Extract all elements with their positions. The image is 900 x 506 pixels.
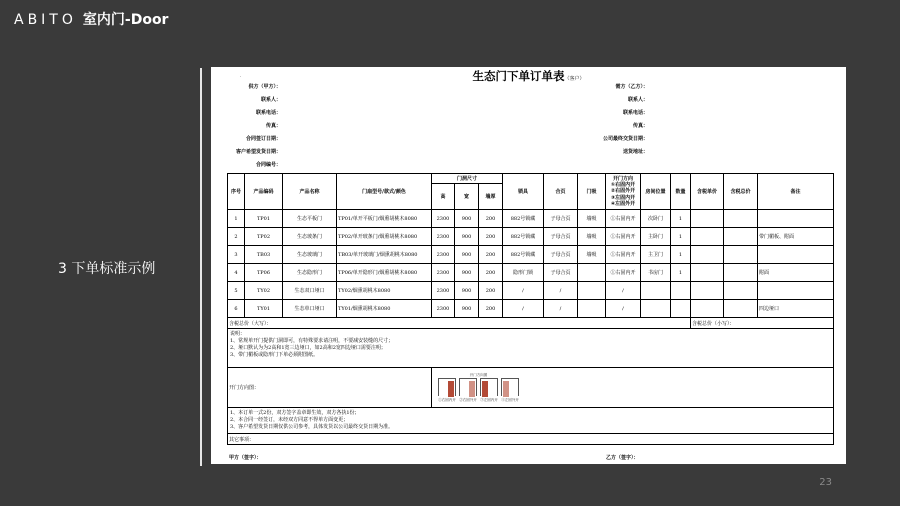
cell-height: 2300 [432, 264, 455, 282]
cell-direction: / [606, 282, 641, 300]
cell-total [724, 300, 758, 318]
cell-model: TY01/烟熏胡桃木8080 [337, 300, 432, 318]
cell-position: 主卧门 [641, 228, 671, 246]
cell-lock: 882号锁藏 [503, 246, 544, 264]
cell-name: 生态隐形门 [283, 264, 337, 282]
table-row [228, 228, 834, 246]
table-row [228, 246, 834, 264]
cell-model: TP02/单开玻条门/烟熏胡桃木8080 [337, 228, 432, 246]
info-phone-right: 联系电话： [622, 110, 648, 116]
cell-width: 900 [455, 282, 479, 300]
cell-qty: 1 [671, 264, 691, 282]
cell-seq: 2 [228, 228, 245, 246]
total-lower-label: 含税总价（小写）： [691, 318, 834, 329]
cell-remark [758, 210, 834, 228]
cell-remark: 附面 [758, 264, 834, 282]
dir-opt-4: ④左固外开 [610, 200, 636, 207]
cell-wall: 200 [479, 264, 503, 282]
direction-diagram [432, 368, 834, 408]
cell-qty [671, 282, 691, 300]
cell-price [691, 300, 724, 318]
table-row [228, 282, 834, 300]
dir-opt-1: ①右固内开 [610, 182, 636, 189]
dir-opt-3: ③左固内开 [610, 194, 636, 201]
cell-wall: 200 [479, 228, 503, 246]
total-upper-label: 含税总价（大写）： [228, 318, 691, 329]
info-contact-left: 联系人： [260, 97, 281, 103]
cell-qty: 1 [671, 228, 691, 246]
col-lock: 锁具 [503, 174, 544, 210]
cell-direction: ①右固内开 [606, 264, 641, 282]
cell-model: TP01/单开平板门/烟熏胡桃木8080 [337, 210, 432, 228]
cell-price [691, 246, 724, 264]
cell-name: 生态单口垭口 [283, 300, 337, 318]
divider-line [200, 68, 202, 466]
door-diagram-2 [459, 378, 477, 403]
door-right-in-icon [438, 378, 456, 396]
col-size: 门洞尺寸 [432, 174, 503, 184]
cell-lock: 882号锁藏 [503, 210, 544, 228]
total-row [228, 318, 834, 329]
cell-lock: / [503, 282, 544, 300]
terms-block [228, 408, 834, 434]
door-right-out-icon [459, 378, 477, 396]
col-price: 含税单价 [691, 174, 724, 210]
cell-name: 生态平板门 [283, 210, 337, 228]
cell-hinge: 子母合页 [544, 228, 578, 246]
cell-wall: 200 [479, 210, 503, 228]
section-label: 3 下单标准示例 [58, 261, 156, 277]
col-width: 宽 [455, 184, 479, 210]
table-row [228, 264, 834, 282]
slide-title: 室内门-Door [82, 12, 169, 28]
notes-block [228, 329, 834, 368]
note-line: 说明： [230, 331, 246, 337]
cell-qty [671, 300, 691, 318]
cell-stop [578, 264, 606, 282]
info-desired-date: 客户希望发货日期： [235, 149, 281, 155]
cell-wall: 200 [479, 282, 503, 300]
cell-stop: 墙吸 [578, 228, 606, 246]
col-qty: 数量 [671, 174, 691, 210]
order-table [227, 173, 834, 445]
col-wall: 墙厚 [479, 184, 503, 210]
cell-wall: 200 [479, 246, 503, 264]
door-left-out-icon [501, 378, 519, 396]
cell-lock: 882号锁藏 [503, 228, 544, 246]
cell-model: TY02/烟熏胡桃木8080 [337, 282, 432, 300]
info-supplier: 供方（甲方）： [248, 84, 281, 90]
door-diagram-4 [501, 378, 519, 403]
door-left-in-icon [480, 378, 498, 396]
door-diagram-1 [438, 378, 456, 403]
info-fax-right: 传真： [632, 123, 648, 129]
info-buyer: 需方（乙方）： [615, 84, 648, 90]
cell-height: 2300 [432, 246, 455, 264]
cell-width: 900 [455, 264, 479, 282]
cell-hinge: 子母合页 [544, 264, 578, 282]
cell-direction: ①右固内开 [606, 246, 641, 264]
col-code: 产品编码 [245, 174, 283, 210]
cell-stop: 墙吸 [578, 246, 606, 264]
door-caption-4: ④左固外开 [501, 397, 519, 402]
cell-qty: 1 [671, 210, 691, 228]
cell-stop [578, 282, 606, 300]
cell-seq: 3 [228, 246, 245, 264]
page-number: 23 [819, 477, 832, 488]
note-line: 2、垭口默认为为2高和1宽三边垭口，如2高和2宽四边垭口需要注明； [230, 345, 386, 351]
cell-remark: 带门楣板、附面 [758, 228, 834, 246]
col-total: 含税总价 [724, 174, 758, 210]
cell-hinge: / [544, 300, 578, 318]
cell-width: 900 [455, 300, 479, 318]
info-fax-left: 传真： [265, 123, 281, 129]
cell-direction: ①右固内开 [606, 210, 641, 228]
cell-total [724, 282, 758, 300]
cell-total [724, 264, 758, 282]
door-icons [438, 378, 519, 403]
cell-width: 900 [455, 228, 479, 246]
cell-code: TP02 [245, 228, 283, 246]
info-phone-left: 联系电话： [255, 110, 281, 116]
term-line: 1、本订单一式2份，双方签字盖章即生效，双方各执1份； [230, 410, 360, 416]
door-caption-1: ①右固内开 [438, 397, 456, 402]
note-line: 1、常规单开门提供门洞即可，有特殊要求请注明，不要减安装缝的尺寸； [230, 338, 394, 344]
diagram-title: 开门方向图 [469, 372, 488, 377]
cell-height: 2300 [432, 300, 455, 318]
col-remark: 备注 [758, 174, 834, 210]
col-position: 房间位置 [641, 174, 671, 210]
term-line: 3、客户希望发货日期仅供公司参考，具体发货以公司最终交货日期为准。 [230, 424, 394, 430]
col-height: 高 [432, 184, 455, 210]
cell-lock: 隐形门锁 [503, 264, 544, 282]
cell-code: TY01 [245, 300, 283, 318]
col-seq: 序号 [228, 174, 245, 210]
cell-code: TB03 [245, 246, 283, 264]
sign-party-b: 乙方（签字）： [606, 455, 639, 461]
cell-seq: 1 [228, 210, 245, 228]
cell-position [641, 282, 671, 300]
cell-price [691, 264, 724, 282]
cell-total [724, 246, 758, 264]
cell-remark [758, 246, 834, 264]
sign-party-a: 甲方（签字）： [229, 455, 262, 461]
cell-hinge: / [544, 282, 578, 300]
terms-row [228, 408, 834, 434]
cell-stop: 墙吸 [578, 210, 606, 228]
cell-height: 2300 [432, 210, 455, 228]
other-matters-label: 其它事项： [228, 434, 834, 445]
cell-seq: 4 [228, 264, 245, 282]
cell-price [691, 228, 724, 246]
order-form-document [211, 67, 846, 464]
door-caption-2: ②右固外开 [459, 397, 477, 402]
cell-total [724, 210, 758, 228]
cell-position: 主卫门 [641, 246, 671, 264]
cell-wall: 200 [479, 300, 503, 318]
cell-name: 生态玻璃门 [283, 246, 337, 264]
cell-width: 900 [455, 246, 479, 264]
cell-price [691, 282, 724, 300]
cell-seq: 5 [228, 282, 245, 300]
cell-position: 次卧门 [641, 210, 671, 228]
table-row [228, 210, 834, 228]
direction-diagram-label: 开门方向图： [228, 368, 432, 408]
info-address: 送货地址： [622, 149, 648, 155]
cell-model: TB03/单开玻璃门/烟熏胡桃木8080 [337, 246, 432, 264]
cell-code: TY02 [245, 282, 283, 300]
door-diagram [438, 373, 519, 403]
col-direction-title: 开门方向 [612, 175, 633, 182]
cell-height: 2300 [432, 282, 455, 300]
cell-height: 2300 [432, 228, 455, 246]
note-line: 3、带门楣板或隐形门下单必须附图纸。 [230, 352, 319, 358]
cell-position: 书房门 [641, 264, 671, 282]
cell-remark: 四边垭口 [758, 300, 834, 318]
cell-width: 900 [455, 210, 479, 228]
col-name: 产品名称 [283, 174, 337, 210]
term-line: 2、本合同一经签订，未经双方同意不得单方面变更； [230, 417, 349, 423]
info-contact-right: 联系人： [627, 97, 648, 103]
cell-remark [758, 282, 834, 300]
table-row [228, 300, 834, 318]
door-diagram-3 [480, 378, 498, 403]
col-hinge: 合页 [544, 174, 578, 210]
doc-dot: . [240, 73, 242, 78]
cell-code: TP06 [245, 264, 283, 282]
cell-price [691, 210, 724, 228]
info-contract-date: 合同签订日期： [245, 136, 281, 142]
cell-lock: / [503, 300, 544, 318]
direction-diagram-row [228, 368, 834, 408]
col-stop: 门吸 [578, 174, 606, 210]
cell-hinge: 子母合页 [544, 246, 578, 264]
cell-qty: 1 [671, 246, 691, 264]
other-row [228, 434, 834, 445]
info-contract-no: 合同编号： [255, 162, 281, 168]
cell-name: 生态玻条门 [283, 228, 337, 246]
col-direction [606, 174, 641, 210]
doc-title-sub: （客户） [564, 76, 585, 82]
cell-code: TP01 [245, 210, 283, 228]
cell-model: TP06/单开隐形门/烟熏胡桃木8080 [337, 264, 432, 282]
cell-direction: ①右固内开 [606, 228, 641, 246]
col-model: 门扇型号/款式/颜色 [337, 174, 432, 210]
cell-direction: / [606, 300, 641, 318]
cell-stop [578, 300, 606, 318]
cell-hinge: 子母合页 [544, 210, 578, 228]
door-caption-3: ③左固内开 [480, 397, 498, 402]
cell-total [724, 228, 758, 246]
info-final-date: 公司最终交货日期： [602, 136, 648, 142]
brand-logo: ABITO [14, 12, 77, 28]
cell-position [641, 300, 671, 318]
notes-row [228, 329, 834, 368]
cell-seq: 6 [228, 300, 245, 318]
dir-opt-2: ②右固外开 [610, 188, 636, 195]
brand [14, 9, 168, 29]
cell-name: 生态双口垭口 [283, 282, 337, 300]
doc-title [211, 68, 846, 84]
doc-title-main: 生态门下单订单表 [472, 69, 565, 83]
